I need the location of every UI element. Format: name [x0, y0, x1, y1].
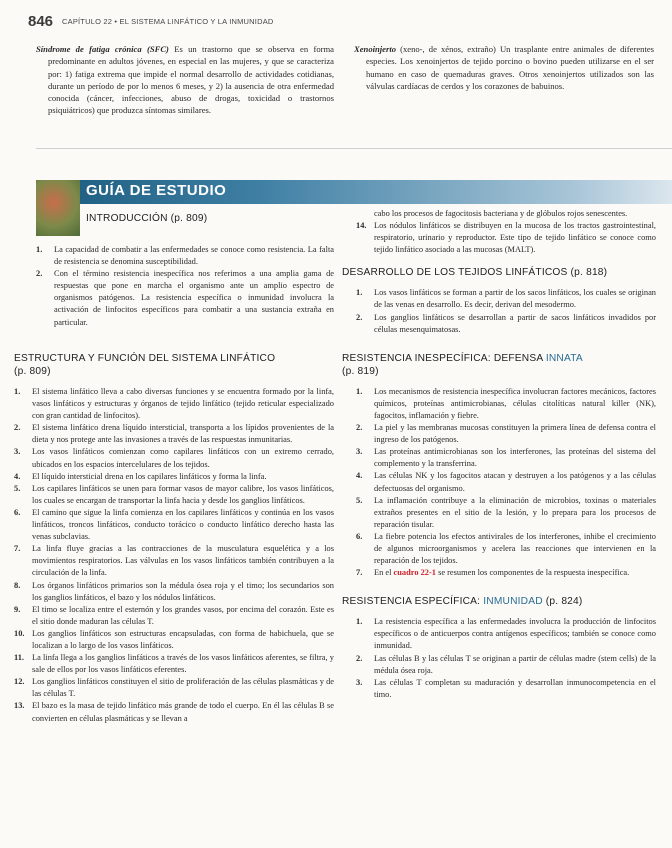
list-item: 1. Los mecanismos de resistencia inespecífica involucran factores mecánicos, factores químicos, proteínas antimicrobianas, células citolíticas natural killer (NK), fagocitos, inflamación y fiebre.	[356, 386, 656, 420]
list-item: 4. El líquido intersticial drena en los capilares linfáticos y forma la linfa.	[14, 471, 267, 481]
nonspecific-list	[356, 386, 656, 580]
list-item: 1. El sistema linfático lleva a cabo diversas funciones y se encuentra formado por la linfa, vasos linfáticos y estructuras y órganos de tejido linfático (tejido reticular especializado con gran cantidad de linfocitos).	[14, 387, 334, 421]
list-item: 2. La piel y las membranas mucosas constituyen la primera línea de defensa contra el ingreso de los patógenos.	[356, 423, 656, 445]
list-item: 8. Los órganos linfáticos primarios son la médula ósea roja y el timo; los secundarios son los ganglios linfáticos, el bazo y los nódulos linfáticos.	[14, 580, 334, 602]
list-item-continuation: cabo los procesos de fagocitosis bacteriana y de glóbulos rojos senescentes.	[374, 209, 628, 218]
list-item: 13. El bazo es la masa de tejido linfático más grande de todo el cuerpo. En él las células B se convierten en células plasmáticas y se llevan a	[14, 701, 334, 723]
section-heading-development: DESARROLLO DE LOS TEJIDOS LINFÁTICOS (p. 818)	[342, 267, 608, 279]
glossary-term: Síndrome de fatiga crónica (SFC)	[36, 44, 169, 54]
list-item: 12. Los ganglios linfáticos constituyen el sitio de proliferación de las células plasmáticas y de las células T.	[14, 677, 334, 699]
section-heading-structure: ESTRUCTURA Y FUNCIÓN DEL SISTEMA LINFÁTICO (p. 809)	[14, 353, 276, 377]
list-item: 6. La fiebre potencia los efectos antivirales de los interferones, inhibe el crecimiento de algunos microorganismos y acelera las reacciones que intervienen en la reparación de los tejidos.	[356, 531, 656, 566]
glossary-entry-right	[354, 43, 654, 92]
structure-list	[14, 386, 334, 725]
list-item: 5. Los capilares linfáticos se unen para formar vasos de mayor calibre, los vasos linfáticos, los cuales se encargan de transportar la linfa hacia y desde los ganglios linfáticos.	[14, 483, 334, 505]
list-item: 3. Las proteínas antimicrobianas son los interferones, las proteínas del sistema del complemento y la transferrina.	[356, 447, 656, 469]
running-title: CAPÍTULO 22 • EL SISTEMA LINFÁTICO Y LA INMUNIDAD	[62, 17, 274, 26]
list-item: 5. La inflamación contribuye a la eliminación de microbios, toxinas o materiales extraños presentes en el sitio de la lesión, y lo prepara para los procesos de reparación tisular.	[356, 495, 656, 529]
list-item: 1. Los vasos linfáticos se forman a partir de los sacos linfáticos, los cuales se originan de las venas en desarrollo. Es decir, derivan del mesodermo.	[356, 288, 656, 310]
right-column	[342, 208, 656, 701]
specific-list	[356, 616, 656, 701]
list-item: 2. Las células B y las células T se originan a partir de células madre (stem cells) de la médula ósea roja.	[356, 653, 656, 675]
section-heading-nonspecific: RESISTENCIA INESPECÍFICA: DEFENSA INNATA (p. 819)	[342, 352, 583, 377]
banner-image	[36, 180, 80, 236]
list-item: 1. La resistencia específica a las enfermedades involucra la producción de linfocitos específicos o de anticuerpos contra antígenos específicos; también se conoce como inmunidad.	[356, 617, 656, 651]
study-guide-title: GUÍA DE ESTUDIO	[86, 182, 227, 199]
list-item: 9. El timo se localiza entre el esternón y los grandes vasos, por encima del corazón. Este es el sitio donde maduran las células T.	[14, 604, 334, 626]
glossary-definition: Es un trastorno que se observa en forma predominante en adultos jóvenes, en especial en las mujeres, y que se caracteriza por: 1) fatiga extrema que impide el normal desarrollo de actividades cotidianas, durante un período de por lo menos 6 meses, y 2) la ausencia de otra enfermedad conocida (cáncer, infecciones, abuso de drogas, toxicidad o trastornos psiquiátricos) que produzca síntomas similares.	[48, 44, 334, 116]
structure-list-continued	[356, 208, 656, 256]
glossary-entry-left	[36, 43, 334, 117]
list-item: 6. El camino que sigue la linfa comienza en los capilares linfáticos y continúa en los vasos linfáticos, troncos linfáticos, conducto torácico o conducto linfático derecho hasta las venas subclavias.	[14, 507, 334, 542]
section-heading-specific: RESISTENCIA ESPECÍFICA: INMUNIDAD (p. 824)	[342, 596, 583, 608]
section-heading-intro: INTRODUCCIÓN (p. 809)	[86, 213, 208, 224]
list-item: 7. La linfa fluye gracias a las contracciones de la musculatura esquelética y a los movimientos respiratorios. Las válvulas en los vasos linfáticos también contribuyen a la circulación de la linfa.	[14, 544, 334, 578]
list-item: 14. Los nódulos linfáticos se distribuyen en la mucosa de los tractos gastrointestinal, respiratorio, urinario y reproductor. Este tipo de tejido linfático se conoce como tejido linfático asociado a las mucosas (MALT).	[356, 221, 656, 255]
list-item: 2. Los ganglios linfáticos se desarrollan a partir de sacos linfáticos invadidos por células mesenquimatosas.	[356, 312, 656, 334]
page-number: 846	[28, 13, 54, 30]
divider	[36, 148, 672, 149]
list-item: 4. Las células NK y los fagocitos atacan y destruyen a los patógenos y a las células defectuosas del organismo.	[356, 471, 656, 493]
list-item: 2. El sistema linfático drena líquido intersticial, transporta a los lípidos provenientes de la dieta y nos protege ante las invasiones a través de las respuestas inmunitarias.	[14, 423, 334, 445]
list-item: 1. La capacidad de combatir a las enfermedades se conoce como resistencia. La falta de resistencia se denomina susceptibilidad.	[36, 245, 334, 267]
table-reference-link[interactable]: cuadro 22-1	[393, 568, 436, 578]
list-item: 7. En el cuadro 22-1 se resumen los componentes de la respuesta inespecífica.	[356, 568, 630, 578]
list-item: 3. Los vasos linfáticos comienzan como capilares linfáticos con un extremo cerrado, ubicados en los espacios intercelulares de los tejidos.	[14, 447, 334, 469]
list-item: 3. Las células T completan su maduración y desarrollan inmunocompetencia en el timo.	[356, 677, 656, 699]
list-item: 10. Los ganglios linfáticos son estructuras encapsuladas, con forma de habichuela, que se localizan a lo largo de los vasos linfáticos.	[14, 628, 334, 650]
development-list	[356, 287, 656, 335]
list-item: 11. La linfa llega a los ganglios linfáticos a través de los vasos linfáticos aferentes, se filtra, y sale de ellos por los vasos linfáticos eferentes.	[14, 653, 334, 675]
intro-list	[36, 244, 334, 329]
glossary-definition: (xeno-, de xénos, extraño) Un trasplante entre animales de diferentes especies. Los xenoinjertos de tejido porcino o bovino pueden utilizarse en el ser humano en caso de quemaduras graves. Otros xenoinjertos utilizados son las válvulas cardíacas de cerdos y los corazones de babuinos.	[366, 44, 654, 91]
list-item: 2. Con el término resistencia inespecífica nos referimos a una amplia gama de respuestas que pone en marcha el organismo ante un amplio espectro de organismos patógenos. La resistencia específica o inmunidad involucra la activación de linfocitos específicos para combatir a una sustancia extraña en particular.	[36, 269, 334, 327]
glossary-term: Xenoinjerto	[354, 44, 397, 54]
